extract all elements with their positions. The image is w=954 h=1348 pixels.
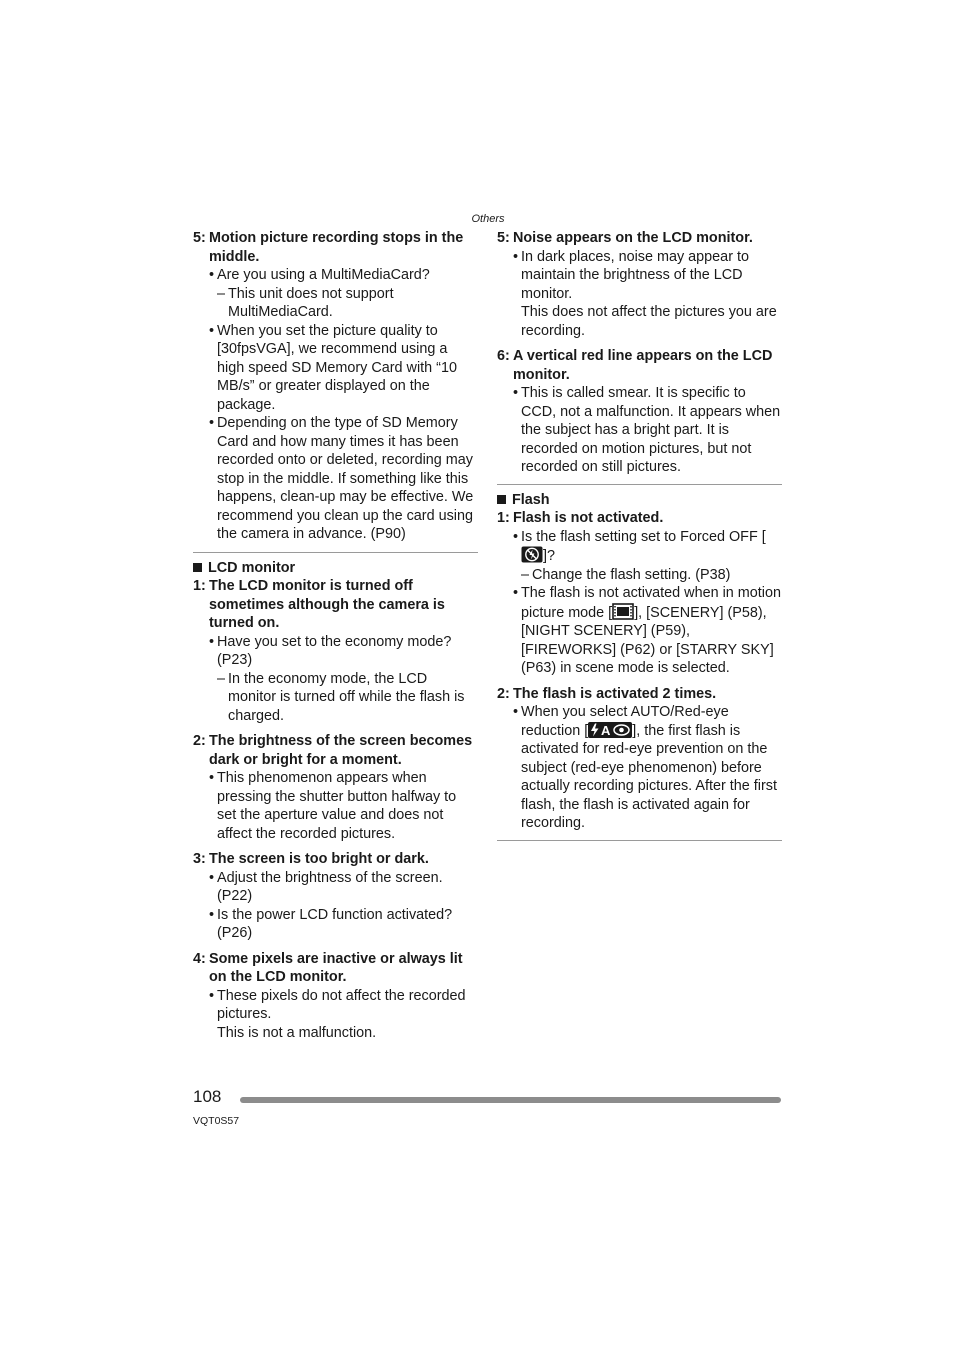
dash-item: – In the economy mode, the LCD monitor is turned off while the flash is charged. [217, 670, 465, 724]
square-bullet-icon [193, 563, 202, 572]
section-divider [497, 840, 782, 841]
section-title-lcd: LCD monitor [193, 559, 478, 578]
dash-item: – Change the flash setting. (P38) [521, 566, 731, 583]
question-heading: 4: Some pixels are inactive or always lit on the LCD monitor. [193, 950, 463, 985]
question-heading: 3: The screen is too bright or dark. [193, 851, 429, 867]
bullet-item: • The flash is not activated when in motion picture mode [ ], [SCENERY] (P58), [NIGHT SCENERY] (P59), [FIREWORKS] (P62) or [STARRY SKY] (P63) in scene mode is selected. [513, 585, 781, 676]
question-heading: 6: A vertical red line appears on the LCD monitor. [497, 348, 773, 383]
section-divider [193, 552, 478, 553]
question-heading: 2: The brightness of the screen becomes dark or bright for a moment. [193, 733, 473, 768]
bullet-item: • Depending on the type of SD Memory Card and how many times it has been recorded onto or deleted, recording may stop in the middle. If something like this happens, clean-up may be effective. We recommend you clean up the card using the camera in advance. (P90) [209, 415, 474, 542]
page-number: 108 [193, 1087, 222, 1106]
motion-picture-icon [612, 603, 634, 620]
left-column [193, 229, 478, 1042]
bullet-item: • When you select AUTO/Red-eye reduction [ A ], the first flash is activated for red-eye prevention on the subject (red-eye phenomenon) before actually recording pictures. After the first flash, the flash is activated again for recording. [513, 704, 777, 831]
bullet-item: • In dark places, noise may appear to maintain the brightness of the LCD monitor. This does not affect the pictures you are recording. [513, 248, 777, 339]
bullet-item: • Have you set to the economy mode? (P23) [209, 633, 452, 668]
section-title-flash: Flash [497, 491, 782, 510]
bullet-item: • This phenomenon appears when pressing the shutter button halfway to set the aperture value and does not affect the recorded pictures. [209, 770, 457, 842]
question-heading: 5: Motion picture recording stops in the middle. [193, 230, 464, 265]
auto-red-eye-icon [588, 722, 632, 738]
square-bullet-icon [497, 495, 506, 504]
dash-item: – This unit does not support MultiMediaCard. [217, 285, 394, 320]
bullet-item: • Are you using a MultiMediaCard? [209, 267, 430, 283]
section-header: Others [471, 213, 505, 225]
question-heading: 1: Flash is not activated. [497, 510, 664, 526]
question-heading: 1: The LCD monitor is turned off sometimes although the camera is turned on. [193, 578, 445, 631]
bullet-item: • Adjust the brightness of the screen. (P22) [209, 869, 443, 904]
bullet-item: • This is called smear. It is specific to CCD, not a malfunction. It appears when the subject has a bright part. It is recorded on motion pictures, but not recorded on still pictures. [513, 385, 781, 475]
bullet-item: • Is the flash setting set to Forced OFF []? [513, 528, 766, 564]
document-code: VQT0S57 [193, 1115, 240, 1127]
question-heading: 2: The flash is activated 2 times. [497, 685, 717, 702]
bullet-item: • When you set the picture quality to [30fpsVGA], we recommend using a high speed SD Memory Card with “10 MB/s” or greater displayed on the package. [209, 322, 457, 413]
question-heading: 5: Noise appears on the LCD monitor. [497, 230, 753, 246]
flash-off-icon [521, 546, 543, 563]
svg-text:A: A [601, 722, 611, 738]
section-divider [497, 484, 782, 485]
right-column [497, 229, 782, 847]
footer-rule [240, 1097, 781, 1103]
bullet-item: • These pixels do not affect the recorded pictures. This is not a malfunction. [209, 987, 466, 1041]
bullet-item: • Is the power LCD function activated? (P26) [209, 906, 453, 941]
